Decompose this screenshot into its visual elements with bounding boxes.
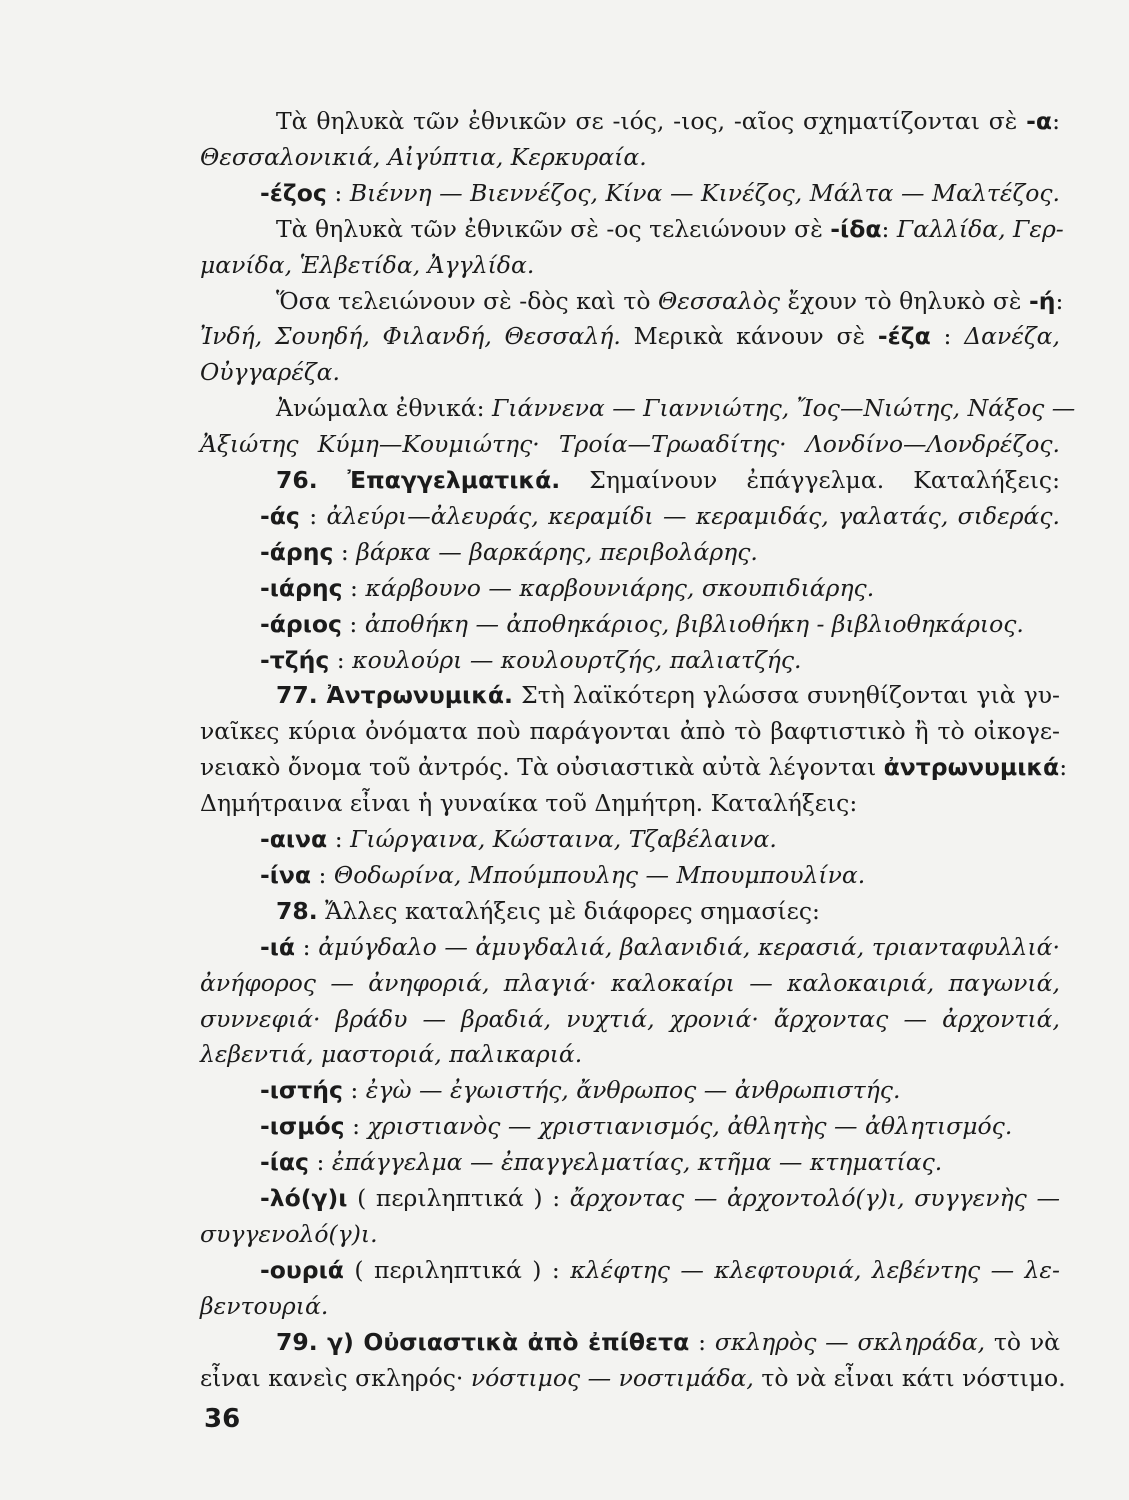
example-text: ἀμύγδαλο — ἀμυγδαλιά, βαλανιδιά, κερασιά, τριανταφυλλιά· <box>318 932 1061 961</box>
example-text: βεντουριά. <box>200 1291 329 1320</box>
example-text: κουλούρι — κουλουρτζής, παλιατζής. <box>352 645 802 674</box>
text-segment: : <box>342 1076 366 1105</box>
text-segment: Σημαίνουν ἐπάγγελμα. Καταλήξεις: <box>560 466 1060 494</box>
example-text: μανίδα, Ἑλβετίδα, Ἀγγλίδα. <box>200 250 535 279</box>
bold-term: -έζα <box>877 322 931 351</box>
text-line <box>276 678 1060 712</box>
example-text: ἀλεύρι—ἀλευράς, κεραμίδι — κεραμιδάς, γαλατάς, σιδεράς. <box>326 501 1061 530</box>
text-segment: : <box>1052 107 1060 135</box>
text-line <box>200 966 1060 1000</box>
example-text: σκληρὸς — σκληράδα, <box>714 1327 986 1356</box>
text-segment: Ἄλλες καταλήξεις μὲ διάφορες σημασίες: <box>317 896 820 925</box>
text-segment: : <box>309 1148 332 1177</box>
example-text: Δανέζα, <box>964 322 1061 351</box>
bold-term: 76. Ἐπαγγελματικά. <box>276 466 561 494</box>
bold-term: -ουριά <box>260 1255 344 1284</box>
example-text: κλέφτης — κλεφτουριά, λεβέντης — λε- <box>570 1255 1060 1284</box>
text-line <box>276 284 1064 318</box>
example-text: Γαλλίδα, Γερ- <box>896 214 1064 243</box>
bold-term: -ίδα <box>830 214 882 243</box>
text-line <box>260 571 1060 605</box>
bold-term: -άς <box>260 501 300 530</box>
text-segment: : <box>689 1327 715 1356</box>
text-segment: : <box>329 645 353 674</box>
text-segment: : <box>881 214 897 243</box>
text-line <box>260 176 1060 210</box>
text-segment: Στὴ λαϊκότερη γλώσσα συνηθίζονται γιὰ γυ- <box>512 681 1060 710</box>
example-text: ἐγὼ — ἐγωιστής, ἄνθρωπος — ἀνθρωπιστής. <box>365 1076 901 1105</box>
example-text: κάρβουνο — καρβουνιάρης, σκουπιδιάρης. <box>365 573 875 602</box>
text-line <box>276 104 1060 138</box>
text-line <box>276 894 1060 928</box>
example-text: νόστιμος — νοστιμάδα, <box>470 1363 754 1392</box>
text-line <box>260 607 1060 641</box>
example-text: Οὐγγαρέζα. <box>200 358 341 387</box>
text-line <box>200 319 1060 353</box>
text-segment: Τὰ θηλυκὰ τῶν ἐθνικῶν σὲ -ος τελειώνουν σὲ <box>276 214 831 243</box>
bold-term: 77. Ἀντρωνυμικά. <box>276 681 513 710</box>
text-line <box>200 750 1068 784</box>
bold-term: -τζής <box>260 645 330 674</box>
text-line <box>260 930 1060 964</box>
text-segment: τὸ νὰ <box>985 1327 1060 1356</box>
example-text: βάρκα — βαρκάρης, περιβολάρης. <box>356 537 758 566</box>
text-segment: : <box>1059 753 1068 782</box>
bold-term: -έζος <box>260 178 327 207</box>
example-text: ἀποθήκη — ἀποθηκάριος, βιβλιοθήκη - βιβλιοθηκάριος. <box>364 609 1024 638</box>
bold-term: -άρης <box>260 537 334 566</box>
bold-term: -α <box>1026 107 1053 135</box>
text-line <box>200 140 1060 174</box>
text-line <box>200 1289 1060 1323</box>
text-segment: : <box>326 178 350 207</box>
text-line <box>260 822 1060 856</box>
text-line <box>200 427 1060 461</box>
text-line <box>276 391 1076 425</box>
text-line <box>200 1002 1060 1036</box>
text-line <box>260 1253 1060 1287</box>
text-line <box>200 1361 1066 1395</box>
bold-term: -λό(γ)ι <box>260 1184 348 1212</box>
bold-term: -ίας <box>260 1148 309 1177</box>
example-text: συννεφιά· βράδυ — βραδιά, νυχτιά, χρονιά· ἄρχοντας — ἀρχοντιά, <box>200 1004 1060 1033</box>
bold-term: 78. <box>276 896 318 925</box>
example-text: ἀνήφορος — ἀνηφοριά, πλαγιά· καλοκαίρι — καλοκαιριά, παγωνιά, <box>200 968 1060 997</box>
bold-term: ἀντρωνυμικά <box>883 753 1060 782</box>
text-line <box>200 1037 1060 1071</box>
text-segment: ναῖκες κύρια ὀνόματα ποὺ παράγονται ἀπὸ τὸ βαφτιστικὸ ἢ τὸ οἰκογε- <box>200 717 1060 746</box>
example-text: Γιάννενα — Γιαννιώτης, Ἴος—Νιώτης, Νάξος — <box>492 394 1076 423</box>
text-line <box>276 212 1064 246</box>
text-line <box>260 1145 1060 1179</box>
example-text: Θεσσαλὸς <box>657 286 781 315</box>
text-segment: : <box>1055 286 1064 315</box>
text-line <box>260 1181 1060 1215</box>
example-text: Βιέννη — Βιεννέζος, Κίνα — Κινέζος, Μάλτα — Μαλτέζος. <box>349 178 1060 207</box>
example-text: ἐπάγγελμα — ἐπαγγελματίας, κτῆμα — κτηματίας. <box>331 1148 943 1177</box>
example-text: λεβεντιά, μαστοριά, παλικαριά. <box>200 1040 583 1069</box>
text-segment: ( περιληπτικά ) : <box>347 1184 570 1212</box>
text-segment: εἶναι κανεὶς σκληρός· <box>200 1363 471 1392</box>
text-segment: τὸ νὰ εἶναι κάτι νόστιμο. <box>753 1363 1066 1392</box>
text-segment: : <box>344 1112 368 1141</box>
text-line <box>200 248 1060 282</box>
bold-term: -ισμός <box>260 1112 345 1141</box>
text-segment: Δημήτραινα εἶναι ἡ γυναίκα τοῦ Δημήτρη. Καταλήξεις: <box>200 789 858 818</box>
text-line <box>200 355 1060 389</box>
text-segment: ( περιληπτικά ) : <box>343 1255 571 1284</box>
page-number: 36 <box>204 1404 241 1434</box>
example-text: ἄρχοντας — ἀρχοντολό(γ)ι, συγγενὴς — <box>569 1184 1060 1212</box>
example-text: Ἀξιώτης Κύμη—Κουμιώτης· Τροία—Τρωαδίτης· Λονδίνο—Λονδρέζος. <box>200 430 1060 459</box>
bold-term: 79. γ) Οὐσιαστικὰ ἀπὸ ἐπίθετα <box>276 1327 690 1356</box>
text-line <box>260 535 1060 569</box>
example-text: Ἰνδή, Σουηδή, Φιλανδή, Θεσσαλή. <box>200 322 621 351</box>
example-text: χριστιανὸς — χριστιανισμός, ἀθλητὴς — ἀθλητισμός. <box>367 1112 1013 1141</box>
text-line <box>260 499 1060 533</box>
text-segment: Τὰ θηλυκὰ τῶν ἐθνικῶν σε -ιός, -ιος, -αῖος σχηματίζονται σὲ <box>276 107 1027 135</box>
example-text: Γιώργαινα, Κώσταινα, Τζαβέλαινα. <box>350 825 777 853</box>
text-segment: Ὅσα τελειώνουν σὲ -δὸς καὶ τὸ <box>276 286 658 315</box>
text-segment: : <box>299 501 327 530</box>
text-line <box>260 1073 1060 1107</box>
text-line <box>200 714 1060 748</box>
example-text: Θεσσαλονικιά, Αἰγύπτια, Κερκυραία. <box>200 142 647 171</box>
text-segment: : <box>295 932 319 961</box>
text-segment: νειακὸ ὄνομα τοῦ ἀντρός. Τὰ οὐσιαστικὰ αὐτὰ λέγονται <box>200 753 884 782</box>
bold-term: -άριος <box>260 609 342 638</box>
text-segment: : <box>341 609 365 638</box>
bold-term: -ιάρης <box>260 573 343 602</box>
text-segment: : <box>930 322 965 351</box>
bold-term: -ή <box>1029 286 1056 315</box>
text-segment: ἔχουν τὸ θηλυκὸ σὲ <box>780 286 1029 315</box>
text-segment: : <box>311 860 334 889</box>
bold-term: -αινα <box>260 825 328 853</box>
text-line <box>260 858 1060 892</box>
bold-term: -ιά <box>260 932 296 961</box>
example-text: συγγενολό(γ)ι. <box>200 1219 378 1248</box>
text-segment: Ἀνώμαλα ἐθνικά: <box>276 394 492 423</box>
bold-term: -ιστής <box>260 1076 343 1105</box>
text-segment: Μερικὰ κάνουν σὲ <box>620 322 878 351</box>
text-line <box>260 1109 1060 1143</box>
text-segment: : <box>327 825 351 853</box>
text-line <box>276 463 1060 497</box>
example-text: Θοδωρίνα, Μπούμπουλης — Μπουμπουλίνα. <box>333 860 866 889</box>
text-line <box>260 643 1060 677</box>
text-segment: : <box>333 537 357 566</box>
text-line <box>276 1325 1060 1359</box>
text-line <box>200 1217 1060 1251</box>
text-segment: : <box>342 573 366 602</box>
bold-term: -ίνα <box>260 860 312 889</box>
text-line <box>200 786 1060 820</box>
